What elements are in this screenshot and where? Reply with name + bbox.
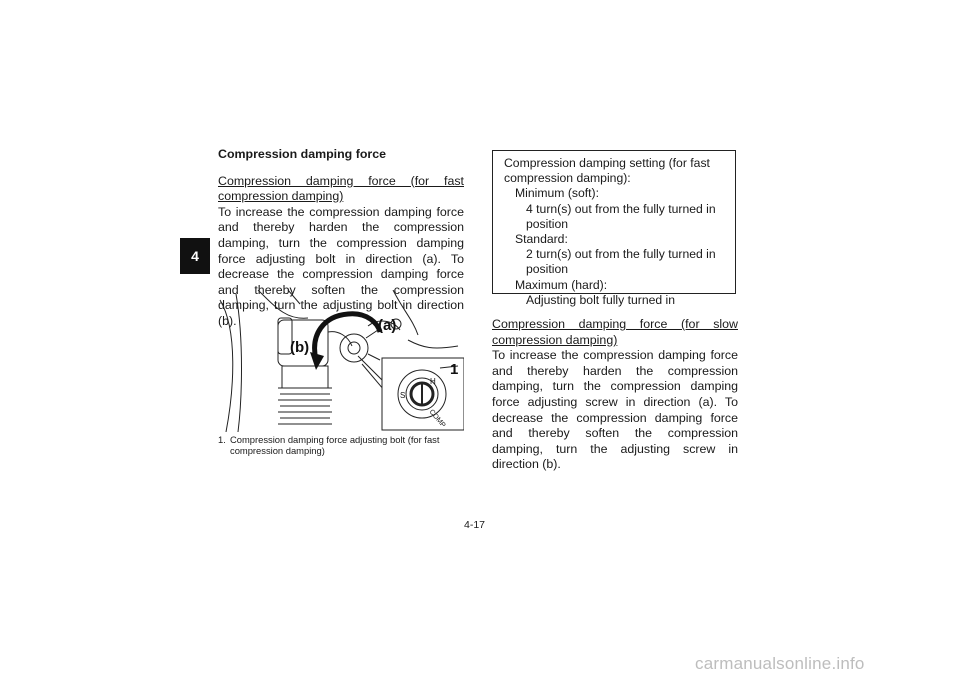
dial-mark-comp: COMP bbox=[427, 408, 447, 430]
direction-a-label: (a) bbox=[378, 317, 397, 334]
spec-title: Compression damping setting (for fast compression damping): bbox=[504, 156, 710, 186]
section-tab-number: 4 bbox=[191, 248, 199, 264]
adjusting-bolt-illustration bbox=[218, 290, 464, 432]
spec-max-label: Maximum (hard): bbox=[515, 277, 608, 292]
slow-damping-subheading: Compression damping force (for slow compression damping) bbox=[492, 317, 738, 347]
fast-damping-instructions: To increase the compression damping force and thereby harden the compression damping, turn the compression damping force adjusting bolt in direction (a). To decrease the compression damping force and thereby soften the compression damping, turn the adjusting bolt in direction (b). bbox=[218, 204, 464, 328]
dial-mark-h: H bbox=[430, 377, 436, 386]
spec-max-value: Adjusting bolt fully turned in bbox=[526, 292, 676, 307]
fast-damping-subheading: Compression damping force (for fast compression damping) bbox=[218, 173, 464, 204]
direction-b-label: (b) bbox=[290, 339, 310, 356]
watermark: carmanualsonline.info bbox=[695, 654, 865, 673]
section-tab bbox=[180, 238, 210, 274]
dial-mark-s: S bbox=[400, 391, 406, 400]
figure-caption bbox=[218, 434, 468, 456]
spec-standard-label: Standard: bbox=[515, 232, 568, 247]
spec-min-value: 4 turn(s) out from the fully turned in position bbox=[526, 201, 716, 231]
spec-min-label: Minimum (soft): bbox=[515, 186, 599, 201]
spec-standard-value: 2 turn(s) out from the fully turned in position bbox=[526, 247, 716, 277]
callout-number: 1 bbox=[450, 361, 459, 378]
section-heading: Compression damping force bbox=[218, 147, 386, 161]
caption-number: 1. bbox=[218, 434, 226, 445]
page-number: 4-17 bbox=[464, 519, 486, 531]
right-column bbox=[492, 317, 738, 473]
slow-damping-instructions: To increase the compression damping force and thereby harden the compression damping, turn the compression damping force adjusting screw in direction (a). To decrease the compression damping force and thereby soften the compression damping, turn the adjusting screw in direction (b). bbox=[492, 348, 738, 472]
spec-box bbox=[492, 150, 736, 307]
caption-text: Compression damping force adjusting bolt (for fast compression damping) bbox=[230, 434, 440, 456]
